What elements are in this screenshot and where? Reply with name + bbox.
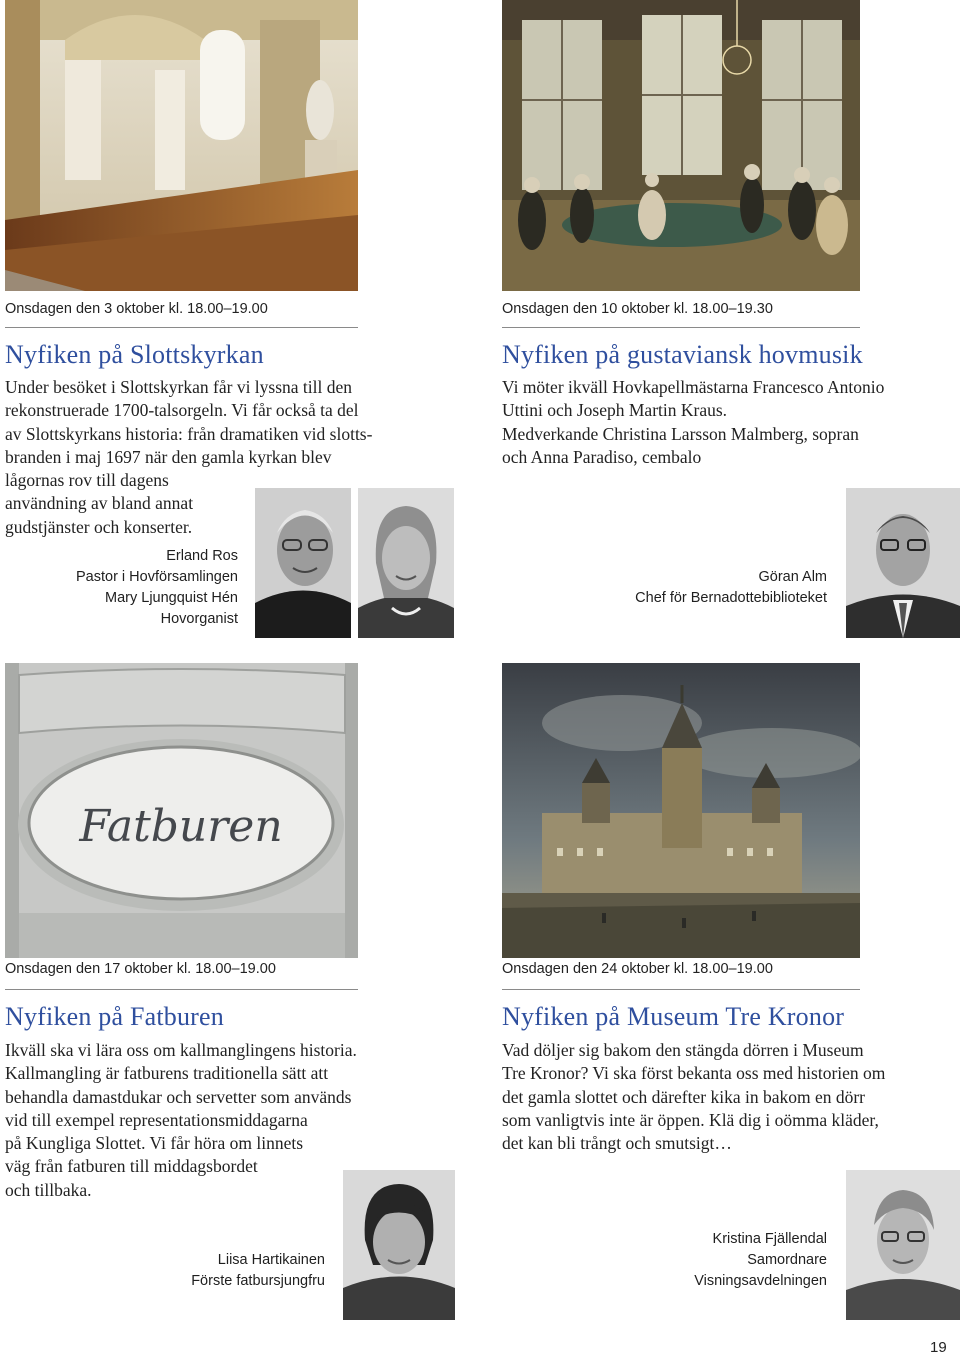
person-caption (694, 1229, 827, 1292)
church-interior-photo (5, 0, 358, 291)
portrait-goran-alm (846, 488, 960, 638)
text-line: och tillbaka. (5, 1179, 92, 1200)
text-line: användning av bland annat (5, 493, 194, 514)
event-description (502, 1039, 885, 1155)
portrait-erland-ros (255, 488, 351, 638)
text-line: Tre Kronor? Vi ska först bekanta oss med historien om (502, 1063, 886, 1084)
text-line: Ikväll ska vi lära oss om kallmanglingens historia. (5, 1040, 357, 1060)
text-line: av Slottskyrkans historia: från dramatiken vid slotts- (5, 423, 373, 444)
divider (502, 989, 860, 990)
event-description (5, 1039, 357, 1202)
text-line: gudstjänster och konserter. (5, 516, 193, 537)
caption-line: Hovorganist (160, 611, 238, 627)
event-title: Nyfiken på Museum Tre Kronor (502, 1002, 845, 1031)
event-date: Onsdagen den 10 oktober kl. 18.00–19.30 (502, 301, 773, 317)
caption-line: Pastor i Hovförsamlingen (76, 569, 238, 585)
person-caption (76, 546, 238, 630)
text-line: och Anna Paradiso, cembalo (502, 446, 702, 467)
person-caption (191, 1250, 325, 1292)
text-line: lågornas rov till dagens (5, 470, 169, 491)
caption-line: Förste fatbursjungfru (191, 1273, 325, 1289)
page-number: 19 (930, 1339, 947, 1356)
fatburen-door-sign-photo (5, 663, 358, 958)
event-title: Nyfiken på Fatburen (5, 1002, 224, 1031)
caption-line: Erland Ros (166, 548, 238, 564)
caption-line: Chef för Bernadottebiblioteket (635, 590, 827, 606)
tre-kronor-castle-painting (502, 663, 860, 958)
text-line: Uttini och Joseph Martin Kraus. (502, 400, 728, 421)
text-line: Under besöket i Slottskyrkan får vi lyssna till den (5, 377, 353, 397)
text-line: rekonstruerade 1700-talsorgeln. Vi får också ta del (5, 400, 359, 421)
text-line: som vanligtvis inte är öppen. Klä dig i oömma kläder, (502, 1109, 879, 1130)
caption-line: Samordnare (747, 1252, 827, 1268)
event-date: Onsdagen den 3 oktober kl. 18.00–19.00 (5, 301, 268, 317)
caption-line: Liisa Hartikainen (217, 1252, 325, 1268)
text-line: Kallmangling är fatburens traditionella sätt att (5, 1063, 329, 1084)
divider (5, 989, 358, 990)
text-line: vid till exempel representationsmiddagarna (5, 1109, 308, 1130)
text-line: branden i maj 1697 när den gamla kyrkan blev (5, 446, 332, 467)
text-line: väg från fatburen till middagsbordet (5, 1156, 258, 1177)
portrait-liisa-hartikainen (343, 1170, 455, 1320)
text-line: på Kungliga Slottet. Vi får höra om linnets (5, 1133, 304, 1154)
caption-line: Mary Ljungquist Hén (105, 590, 238, 606)
text-line: Vad döljer sig bakom den stängda dörren i Museum (502, 1040, 864, 1060)
portrait-mary-ljungquist-hen (358, 488, 454, 638)
text-line: det gamla slottet och därefter kika in bakom en dörr (502, 1086, 865, 1107)
caption-line: Visningsavdelningen (694, 1273, 827, 1289)
event-title: Nyfiken på gustaviansk hovmusik (502, 340, 863, 369)
divider (5, 327, 358, 328)
event-date: Onsdagen den 17 oktober kl. 18.00–19.00 (5, 961, 276, 977)
text-line: det kan bli trångt och smutsigt… (502, 1133, 732, 1154)
event-title: Nyfiken på Slottskyrkan (5, 340, 264, 369)
text-line: Vi möter ikväll Hovkapellmästarna Francesco Antonio (502, 377, 885, 397)
text-line: behandla damastdukar och servetter som används (5, 1086, 352, 1107)
divider (502, 327, 860, 328)
person-caption (635, 567, 827, 609)
caption-line: Kristina Fjällendal (712, 1231, 827, 1247)
text-line: Medverkande Christina Larsson Malmberg, sopran (502, 423, 859, 444)
event-date: Onsdagen den 24 oktober kl. 18.00–19.00 (502, 961, 773, 977)
caption-line: Göran Alm (758, 569, 827, 585)
event-description (502, 376, 884, 469)
portrait-kristina-fjallendal (846, 1170, 960, 1320)
gustavian-music-painting (502, 0, 860, 291)
sign-text: Fatburen (79, 801, 283, 852)
